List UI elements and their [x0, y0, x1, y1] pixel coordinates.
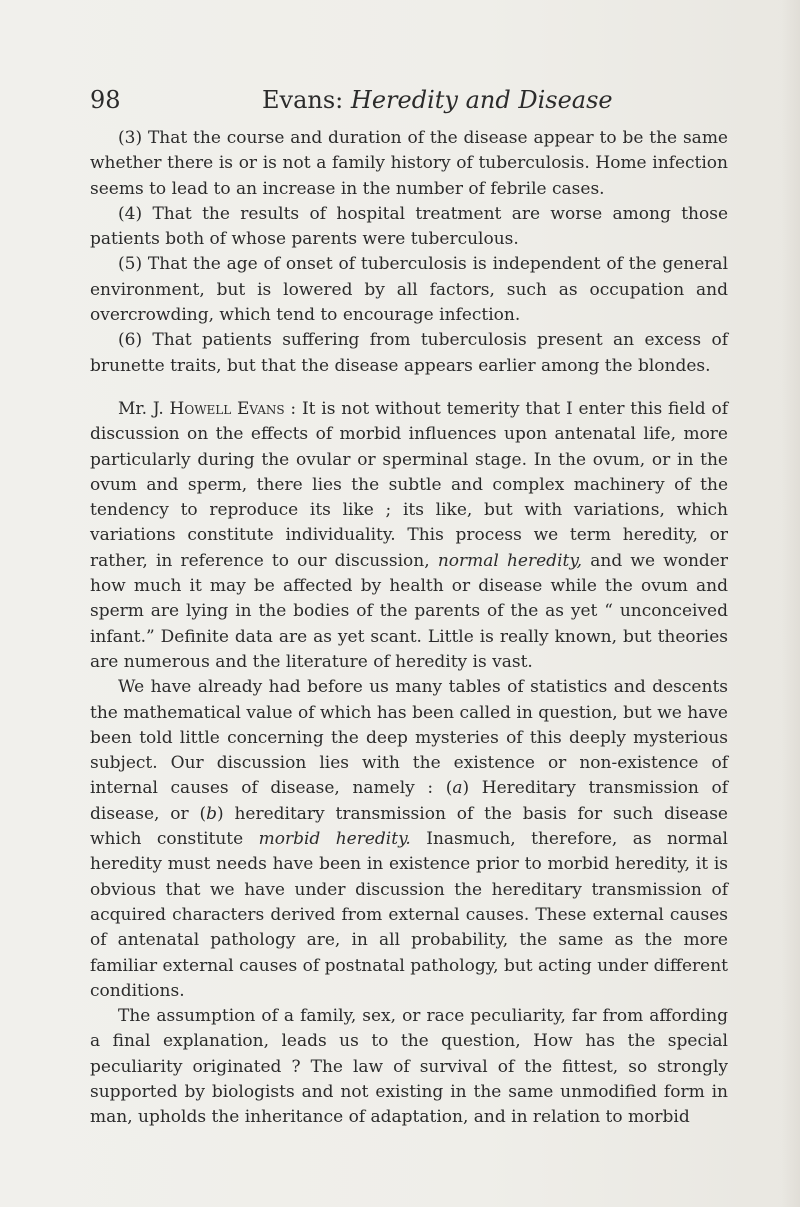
speaker-name: Howell Evans — [169, 398, 285, 419]
page-number: 98 — [90, 86, 121, 114]
speaker-prefix: Mr. J. — [118, 398, 170, 419]
page-header — [90, 86, 730, 126]
speech-text: ) hereditary transmission of the basis for such disease which constitute — [90, 803, 728, 850]
emphasis-morbid-heredity: morbid heredity. — [258, 829, 411, 850]
conclusion-6: (6) That patients suffering from tuberculosis present an excess of brunette traits, but that the disease appears earlier among the blondes. — [90, 330, 728, 376]
running-head-title: Heredity and Disease — [350, 86, 613, 114]
speech-text: It is not without temerity that I enter this field of discussion on the effects of morbid influences upon antenatal life, more particularly during the ovular or sperminal stage. In the ovum, or in the ovum and sperm, there lies the subtle and complex machinery of the tendency to reproduce its like ; its like, but with variations, which variations constitute individuality. This process we term heredity, or rather, in reference to our discussion, — [90, 398, 728, 571]
running-head — [262, 86, 613, 114]
speech-text: We have already had before us many tables of statistics and descents the mathematical value of which has been called in question, but we have been told little concerning the deep mysteries of this deeply mysterious subject. Our discussion lies with the existence or non-existence of internal causes of disease, namely : ( — [90, 677, 728, 799]
speech-paragraph-1 — [90, 397, 728, 675]
emphasis-b: b — [206, 803, 217, 824]
running-head-author: Evans — [262, 86, 336, 114]
body-text — [90, 126, 728, 1131]
emphasis-a: a — [452, 778, 463, 799]
conclusion-3: (3) That the course and duration of the disease appear to be the same whether there is or is not a family history of tuberculosis. Home infection seems to lead to an increase in the number of febrile cases. — [90, 128, 728, 199]
speech-paragraph-2 — [90, 675, 728, 1004]
conclusion-5: (5) That the age of onset of tuberculosis is independent of the general environment, but is lowered by all factors, such as occupation and overcrowding, which tend to encourage infection. — [90, 254, 728, 326]
speaker-suffix: : — [284, 398, 302, 419]
page-edge-shadow — [782, 0, 800, 1207]
conclusion-4: (4) That the results of hospital treatment are worse among those patients both of whose parents were tuberculous. — [90, 203, 728, 250]
running-head-separator: : — [335, 86, 351, 114]
speech-text: Inasmuch, therefore, as normal heredity must needs have been in existence prior to morbid heredity, it is obvious that we have under discussion the hereditary transmission of acquired characters derived from external causes. These external causes of antenatal pathology are, in all probability, the same as the more familiar external causes of postnatal pathology, but acting under different conditions. — [90, 829, 728, 1001]
speech-text: ) Hereditary transmission of disease, or ( — [90, 778, 728, 824]
emphasis-normal-heredity: normal heredity, — [437, 550, 583, 571]
speech-paragraph-3: The assumption of a family, sex, or race peculiarity, far from affording a final explanation, leads us to the question, How has the special peculiarity originated ? The law of survival of the fittest, so strongly supported by biologists and not existing in the same unmodified form in man, upholds the inheritance of adaptation, and in relation to morbid — [90, 1006, 728, 1128]
speech-text: and we wonder how much it may be affected by health or disease while the ovum and sperm are lying in the bodies of the parents of the as yet “ unconceived infant.” Definite data are as yet scant. Little is really known, but theories are numerous and the literature of heredity is vast. — [90, 550, 728, 672]
